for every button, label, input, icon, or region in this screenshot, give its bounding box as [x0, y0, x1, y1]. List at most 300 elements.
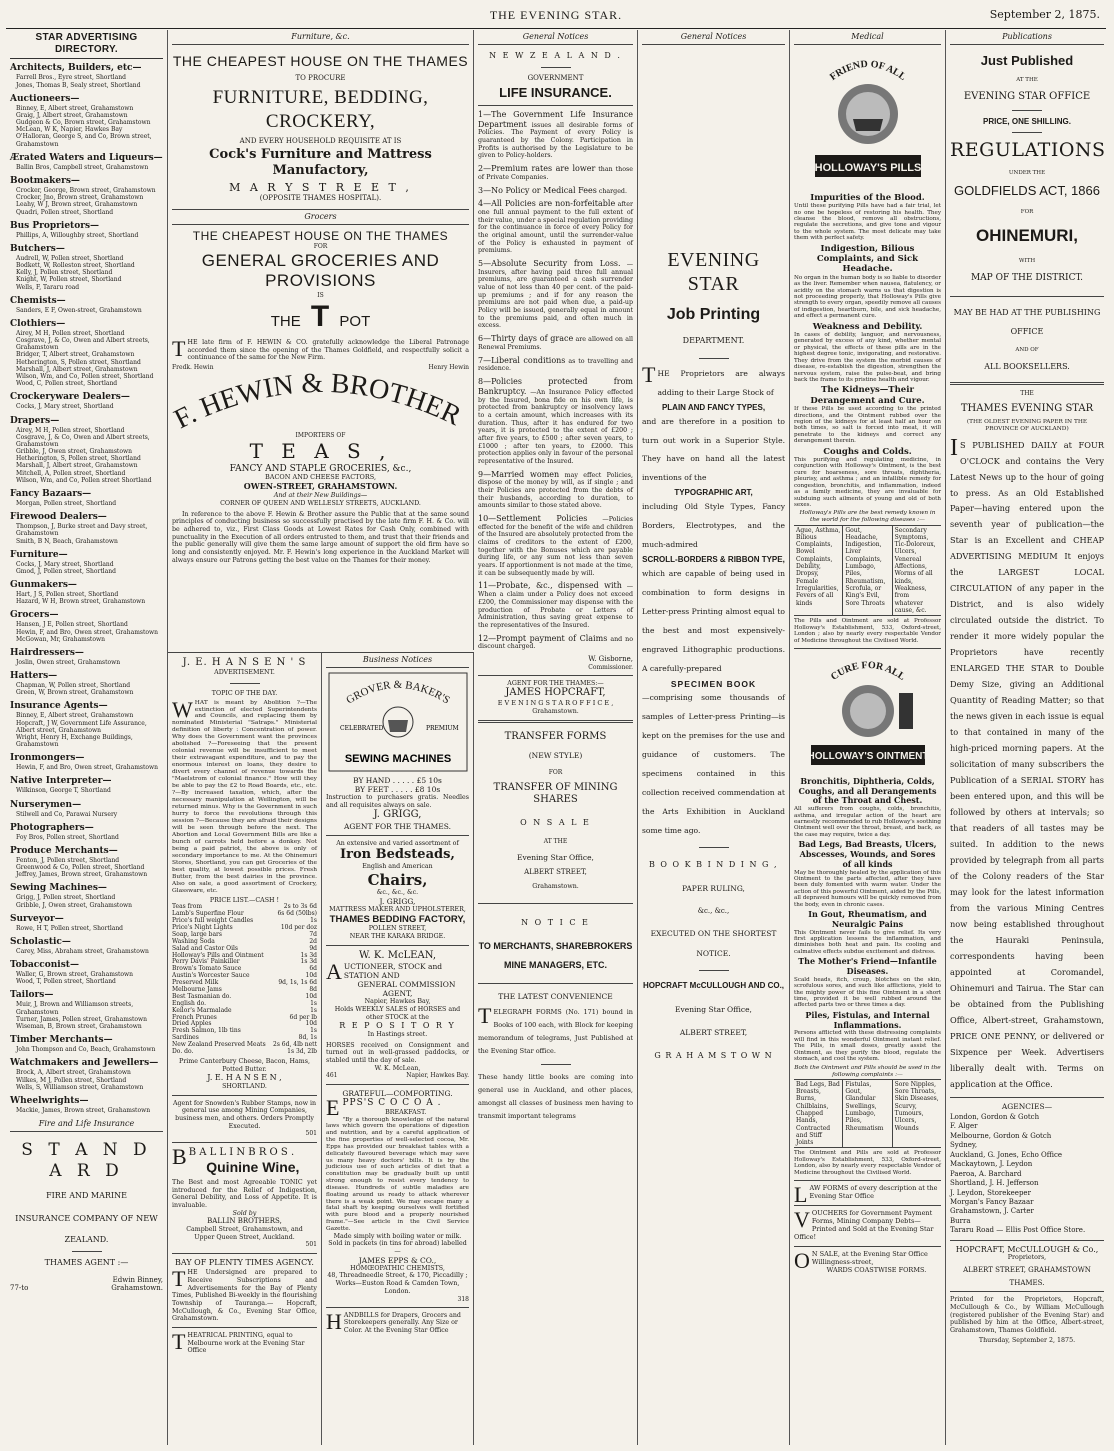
job-which: which are capable of being used in combination to form designs in Letter-press Printing almost equal to the best and most expensively-engraved Lithographic productions. A carefully-prepared [642, 568, 785, 673]
coughs: Coughs and Colds. [823, 446, 912, 457]
directory-category-name: Furniture— [10, 549, 68, 560]
directory-category [10, 63, 163, 88]
agency-item: J. Leydon, Storekeeper [950, 1188, 1031, 1197]
epps-homo: HOMŒOPATHIC CHEMISTS, [350, 1264, 445, 1272]
agency-item: Grahamstown, J. Carter [950, 1207, 1034, 1216]
government-item-body: charged. [598, 187, 627, 195]
wk-napier: Napier, Hawkes Bay, [364, 998, 431, 1006]
bay-body: THE Undersigned are prepared to Receive Subscriptions and Advertisements for the Bay of Plenty Times, Published Bi-weekly in the flourishing Township of Tauranga.— Hopcraft, McCullough, & Co., Evening Star Office, Grahamstown. [172, 1266, 317, 1323]
directory-category [10, 244, 163, 291]
agency-list [950, 1113, 1104, 1236]
government-item [478, 110, 633, 160]
directory-entry: Waller, G, Brown street, Grahamstown [16, 971, 133, 979]
directory-category [10, 153, 163, 171]
directory-category-name: Bus Proprietors— [10, 220, 100, 231]
indigestion: Indigestion, Bilious Complaints, and Sick Headache. [816, 243, 919, 275]
directory-entry: Wells, F, Tararu road [16, 283, 80, 291]
directory-entry: Morgan, Pollen street, Shortland [16, 499, 117, 507]
directory-entry: Wells, S, Williamson street, Grahamstown [16, 1083, 144, 1091]
price-value: 9d, 1s, 1s 6d [278, 979, 317, 987]
price-item: Dried Apples [172, 1020, 212, 1028]
life-insurance: LIFE INSURANCE. [499, 85, 612, 101]
grah-3: Grahamstown. [532, 883, 579, 891]
directory-entry: Graig, J, Albert street, Grahamstown [16, 111, 128, 119]
price-value: 6s 6d (50lbs) [277, 910, 317, 918]
price-value: 1s 3d, 2lb [287, 1048, 317, 1056]
directory-entry: Cocks, J, Mary street, Shortland [16, 560, 114, 568]
grigg-near: NEAR THE KARAKA BRIDGE. [349, 932, 446, 940]
job-notice: NOTICE. [696, 948, 731, 958]
agency-item: Tararu Road — Ellis Post Office Store. [950, 1226, 1086, 1235]
disease-column: Secondary Symptoms, Tic-Doloreux, Ulcers, Venereal Affections, Worms of all kinds, Weakness, from whatever cause, &c. [894, 526, 936, 614]
latest-convenience: THE LATEST CONVENIENCE [498, 992, 613, 1002]
directory-category [10, 846, 163, 879]
svg-text:F. HEWIN & BROTHER, [172, 371, 466, 429]
tpot-head: THE CHEAPEST HOUSE ON THE THAMES [192, 228, 449, 243]
plain-fancy: PLAIN AND FANCY TYPES, [661, 402, 766, 412]
price-item: Lamb's Superfine Flour [172, 910, 244, 918]
weakness: Weakness and Debility. [812, 321, 923, 332]
directory-category [10, 753, 163, 771]
directory-entry: Wilkinson, George T, Shortland [16, 787, 111, 795]
directory-category [10, 1096, 163, 1114]
price-value: 8d [309, 986, 317, 994]
pub-prop: Proprietors, [1007, 1254, 1047, 1262]
price-value: 2s to 3s 6d [283, 903, 317, 911]
regulations: REGULATIONS [950, 139, 1106, 162]
epps-title: EPPS'S C O C O A . [326, 1094, 442, 1120]
ointment-diseases-table [794, 1079, 941, 1149]
directory-entry: Kelly, J, Pollen street, Shortland [16, 269, 113, 277]
gisborne-title: Commissioner. [588, 663, 633, 671]
directory-entry: Airey, M H, Pollen street, Shortland [16, 329, 125, 337]
agencies-head: AGENCIES— [1001, 1101, 1053, 1111]
government-item-heading: 12—Prompt payment of Claims [478, 633, 608, 643]
price-item: French Prunes [172, 1013, 217, 1021]
tpot-name2: Henry Hewin [428, 363, 469, 371]
directory-category-name: Sewing Machines— [10, 883, 107, 894]
price-item: Best Tasmanian do. [172, 992, 232, 1000]
government-item-body: issues all desirable forms of Policies. The Payment of every Policy is guaranteed by the Colony. Participation in Profits is authorised by the Legislature to be given to Policy-holders. [478, 121, 633, 160]
directory-entry: Cosgrave, J, & Co, Owen and Albert streets, Grahamstown [16, 337, 150, 352]
price-value: 10d [305, 972, 317, 980]
tpot-t: T [310, 300, 330, 334]
furniture-header: Furniture, &c. [172, 32, 469, 45]
job-grah: G R A H A M S T O W N [654, 1050, 773, 1060]
pub-eso: EVENING STAR OFFICE [963, 91, 1091, 103]
all-booksellers: ALL BOOKSELLERS. [984, 362, 1070, 372]
masthead [6, 6, 1106, 29]
tpot-is: IS [317, 292, 324, 300]
directory-category-name: Firewood Dealers— [10, 512, 107, 523]
ballin-body: The Best and most Agreeable TONIC yet introduced for the Relief of Indigestion, General Debility, and Loss of Appetite. It is invaluable. [172, 1178, 317, 1209]
tpot-teas: T E A S , [249, 439, 392, 464]
directory-category-name: Fancy Bazaars— [10, 489, 92, 499]
wk-horses: HORSES received on Consignment and turned out in well-grassed paddocks, or stabled until the day of sale. [326, 1041, 469, 1065]
grigg-agent: AGENT FOR THE THAMES. [344, 821, 451, 831]
government-item [478, 186, 633, 196]
directory-category-name: Gunmakers— [10, 580, 77, 591]
job-comprising: —comprising some thousands of samples of Letter-press Printing—is kept on the premises for the use and guidance of customers. The specimens contained in this collection received commendation at the Arts Exhibition in Auckland some time ago. [642, 693, 785, 836]
government-item-heading: 9—Married women [478, 469, 560, 479]
directory-list [10, 63, 163, 1114]
es-title: EVENING STAR [667, 248, 760, 296]
directory-entry: Foy Bros, Pollen street, Shortland [16, 833, 119, 841]
bookbinding: B O O K B I N D I N G , [649, 860, 778, 870]
directory-category [10, 648, 163, 666]
price-value: 1s [310, 917, 317, 925]
directory-entry: Sanders, E F, Owen-street, Grahamstown [16, 306, 142, 314]
directory-category-name: Ironmongers— [10, 753, 85, 764]
law-forms: LAW FORMS of every description at the Evening Star Office [794, 1182, 938, 1208]
directory-entry: Fenton, J, Pollen street, Shortland [16, 856, 120, 864]
specimen-book: SPECIMEN BOOK [670, 678, 757, 689]
chairs-etc: &c., &c., &c. [376, 889, 419, 897]
directory-entry: Thompson, J, Burke street and Davy street, Grahamstown [16, 523, 148, 538]
holloway-ointment-engraving [795, 653, 941, 773]
gisborne-sig: W. Gisborne, [588, 654, 633, 663]
directory-category-name: Timber Merchants— [10, 1035, 113, 1046]
price-value: 2d [309, 937, 317, 945]
grigg-name2: J. GRIGG, [379, 896, 416, 906]
albert-3: ALBERT STREET, [524, 868, 587, 877]
directory-entry: Crocker, Jno, Brown street, Grahamstown [16, 194, 144, 202]
directory-entry: Marshall, J, Albert street, Grahamstown [16, 462, 138, 470]
directory-category [10, 489, 163, 507]
handy-body: These handy little books are coming into general use in Auckland, and other places, amongst all classes of business men having to transmit important telegrams [478, 1072, 633, 1120]
directory-category [10, 1058, 163, 1091]
directory-entry: Bridger, T, Albert street, Grahamstown [16, 351, 135, 359]
directory-category [10, 416, 163, 484]
price-item: Melbourne Jams [172, 986, 222, 994]
on-sale: O N S A L E [520, 818, 591, 828]
column-directory [6, 30, 168, 1445]
price-item: Brown's Tomato Sauce [172, 965, 242, 973]
oldest-paper: (THE OLDEST EVENING PAPER IN THE PROVINCE OF AUCKLAND) [966, 419, 1088, 433]
directory-entry: Gribble, J, Owen street, Grahamstown [16, 901, 132, 909]
pub-the: THE [1020, 389, 1034, 397]
directory-category [10, 550, 163, 575]
furniture-head: THE CHEAPEST HOUSE ON THE THAMES [172, 52, 469, 69]
directory-category [10, 580, 163, 605]
bad-legs: Bad Legs, Bad Breasts, Ulcers, Abscesses, Wounds, and Sores of all kinds [798, 839, 937, 869]
pub-hopcraft: HOPCRAFT, McCULLOUGH & Co., [955, 1244, 1099, 1254]
tpot-pot: POT [339, 313, 371, 331]
furniture-and: AND EVERY HOUSEHOLD REQUISITE AT IS [239, 136, 402, 145]
business-header: Business Notices [326, 655, 469, 668]
government-item-heading: 2—Premium rates are lower [478, 164, 596, 174]
agency-item: Burra [950, 1216, 971, 1225]
directory-category-name: Bootmakers— [10, 175, 80, 186]
handbills: HANDBILLS for Drapers, Grocers and Storekeepers generally. Any Size or Color. At the Evening Star Office [326, 1308, 461, 1335]
cure-arc-text: CURE FOR ALL [828, 659, 907, 683]
svg-text:CURE FOR ALL [829, 660, 907, 683]
impurities: Impurities of the Blood. [810, 192, 925, 203]
government-item [478, 581, 633, 629]
directory-entry: Hansen, J E, Pollen street, Shortland [16, 621, 128, 629]
standard-agent: THAMES AGENT :— [44, 1257, 129, 1267]
government-item [478, 470, 633, 510]
bad-legs-body: May be thoroughly healed by the application of this Ointment to the parts affected, after they have been duly fomented with warm water. Under the action of this powerful Ointment, aided by the Pills, all depraved humours will be quickly removed from the body, even in chronic cases. [794, 869, 941, 908]
directory-category-name: Photographers— [10, 822, 94, 833]
map-district: MAP OF THE DISTRICT. [970, 273, 1084, 284]
to-merchants: TO MERCHANTS, SHAREBROKERS [478, 941, 633, 952]
government-item-heading: 7—Liberal conditions [478, 355, 566, 365]
column-furniture-grocers [168, 30, 474, 650]
directory-category-name: Chemists— [10, 295, 66, 306]
holloway-pills-engraving [795, 49, 941, 189]
price-item: Perry Davis' Painkiller [172, 958, 240, 966]
directory-entry: Audrell, W, Pollen street, Shortland [16, 254, 124, 262]
chairs: Chairs, [367, 870, 428, 889]
by-feet: BY FEET . . . . . £8 10s [354, 784, 441, 794]
transfer-for: FOR [548, 768, 563, 776]
directory-entry: Binney, E, Albert street, Grahamstown [16, 712, 134, 720]
directory-category [10, 990, 163, 1030]
government-item-body: and no discount charged. [478, 635, 633, 651]
ballin-brothers: BALLIN BROTHERS, [207, 1217, 282, 1226]
hansen-shortland: SHORTLAND. [222, 1083, 267, 1091]
bronchitis-body: All sufferers from coughs, colds, bronchitis, asthma, and irregular action of the heart are earnestly recommended to rub Holloway's soothing Ointment well over the throat, breast, and back, as the case may require, twice a day. [794, 806, 941, 838]
price-value: 1s 3d [300, 958, 317, 966]
transfer-mining: TRANSFER OF MINING SHARES [493, 781, 618, 806]
just-published: Just Published [980, 52, 1074, 68]
piles: Piles, Fistulas, and Internal Inflammations. [805, 1009, 930, 1030]
column-general-notices-1 [474, 30, 638, 1445]
agency-item: London, Gordon & Gotch [950, 1113, 1040, 1122]
price-value: 10d per doz [280, 924, 317, 931]
government-item-body: are allowed on all Renewal Premiums. [478, 336, 633, 351]
directory-entry: John Thompson and Co, Beach, Grahamstown [16, 1046, 156, 1054]
agency-item: Melbourne, Gordon & Gotch [950, 1131, 1052, 1140]
government-item [478, 514, 633, 577]
price-item: Fresh Salmon, 1lb tins [172, 1027, 241, 1035]
price-value: 1s [310, 999, 317, 1007]
notice-title: N O T I C E [521, 917, 590, 927]
furniture-opp: (OPPOSITE THAMES HOSPITAL). [259, 194, 382, 203]
directory-entry: Hazard, W H, Brown street, Grahamstown [16, 598, 146, 606]
wk-hast: In Hastings street. [367, 1031, 428, 1039]
government-item [478, 377, 633, 466]
government-item-body: as to travelling and residence. [478, 357, 633, 373]
wk-name: W. K. McLEAN, [358, 949, 436, 961]
agency-item: Sydney, [950, 1141, 978, 1150]
agency-item: Mackaytown, J. Leydon [950, 1160, 1033, 1169]
hansen-agent: Agent for Snowden's Rubber Stamps, now in general use among Mining Companies, business men, and others. Orders Promptly Executed. [172, 1099, 317, 1130]
price-list-head: PRICE LIST.—CASH ! [209, 896, 280, 904]
price-item: Do. do. [172, 1048, 194, 1056]
column-medical [790, 30, 946, 1445]
government-item [478, 356, 633, 373]
on-sale-forms: O N SALE, at the Evening Star Office Willingness-street, [794, 1247, 928, 1273]
directory-entry: Wood, C, Pollen street, Shortland [16, 380, 118, 388]
directory-category-name: Tobacconist— [10, 960, 79, 971]
wk-auction: AUCTIONEER, STOCK and STATION AND [326, 958, 443, 984]
publications-header: Publications [950, 32, 1104, 45]
column-general-notices-2 [638, 30, 790, 1445]
price-value: 1s [310, 1006, 317, 1014]
tpot-corner: CORNER OF QUEEN AND WELLESLY STREETS, AUCKLAND. [220, 499, 421, 507]
job-intro: THE Proprietors are always adding to their Large Stock of [642, 361, 785, 397]
directory-category [10, 512, 163, 545]
directory-entry: Wright, Henry H, Exchange Buildings, Grahamstown [16, 733, 133, 749]
tpot-name1: Fredk. Hewin [172, 363, 214, 371]
directory-category [10, 776, 163, 794]
tpot-fancy: FANCY AND STAPLE GROCERIES, &c., [229, 463, 412, 474]
wk-gen: GENERAL COMMISSION AGENT, [357, 980, 456, 999]
government-item-body: than those of Private Companies. [478, 166, 633, 181]
grover-premium: PREMIUM [425, 724, 459, 732]
epps-jepps: JAMES EPPS & CO., [358, 1255, 437, 1265]
grigg-pollen: POLLEN STREET, [368, 925, 427, 933]
directory-entry: Joslin, Owen street, Grahamstown [16, 658, 121, 666]
friend-arc-text: FRIEND OF ALL [827, 58, 908, 83]
price-item: Price's full weight Candles [172, 917, 254, 925]
hansen-adv: ADVERTISEMENT. [214, 669, 275, 677]
directory-category-name: Produce Merchants— [10, 845, 118, 856]
tpot-brand [172, 299, 469, 336]
government-item-heading: 1—The Government Life Insurance Department [478, 109, 633, 129]
hansen-ref: 501 [305, 1130, 317, 1138]
wk-name2: W. K. McLean, [374, 1064, 421, 1072]
quinine-title: Quinine Wine, [206, 1158, 300, 1175]
government-item [478, 334, 633, 351]
price-item: Keilor's Marmalade [172, 1006, 232, 1014]
price-item: Soap, large bars [172, 930, 222, 938]
directory-entry: Wilson, Wm, and Co, Pollen street, Shortland [16, 373, 154, 380]
price-item: Austin's Worcester Sauce [172, 972, 250, 980]
directory-category [10, 610, 163, 643]
grigg-ext: An extensive and varied assortment of [336, 839, 459, 847]
government-item-heading: 8—Policies protected from Bankruptcy. [478, 377, 633, 396]
column-hansen [168, 652, 322, 1445]
standard-line4: ZEALAND. [64, 1235, 109, 1245]
directory-entry: Hetherington, S, Pollen street, Shortland [16, 358, 141, 366]
price-item: Salad and Castor Oils [172, 944, 239, 952]
mothers-friend: The Mother's Friend—Infantile Diseases. [798, 956, 937, 977]
directory-category-name: Ærated Waters and Liqueurs— [10, 152, 163, 163]
agency-item: Paeroa, A. Barchard [950, 1169, 1022, 1178]
pub-under: UNDER THE [1008, 170, 1046, 177]
furniture-sub: TO PROCURE [295, 73, 346, 82]
wk-napier2: Napier, Hawkes Bay. [406, 1072, 469, 1080]
government-item-body: —Policies effected for the benefit of the wife and children of the Insured are absolutely protected from the claims of creditors to the extent of £200, together with the Bonuses which are payable during life, or any sum not less than seven years. If apportionment is not made at the time, it can be subsequently made by will. [478, 515, 633, 577]
directory-entry: Wood, T, Pollen street, Shortland [16, 978, 116, 986]
directory-entry: Airey, M H, Pollen street, Shortland [16, 426, 125, 434]
directory-entry: Wilkes, M J, Pollen street, Shortland [16, 1076, 127, 1084]
wk-repo: R E P O S I T O R Y [339, 1021, 456, 1031]
directory-category [10, 319, 163, 387]
directory-entry: Binney, E, Albert street, Grahamstown [16, 104, 134, 112]
directory-category-name: Native Interpreter— [10, 776, 112, 787]
job-hopcraft: HOPCRAFT McCULLOUGH AND CO., [642, 980, 785, 990]
hansen-topic: TOPIC OF THE DAY. [211, 689, 278, 697]
ballin-ref: 501 [305, 1241, 317, 1249]
directory-entry: Cosgrave, J, & Co, Owen and Albert streets, Grahamstown [16, 433, 150, 448]
goldfields-act: GOLDFIELDS ACT, 1866 [954, 183, 1100, 199]
directory-category-name: Watchmakers and Jewellers— [10, 1058, 159, 1069]
job-exec: EXECUTED ON THE SHORTEST [650, 929, 777, 939]
kidneys-body: If these Pills be used according to the printed directions, and the Ointment rubbed over the region of the kidneys for at least half an hour on both times, so salt is forced into meat, it will penetrate to the kidneys and correct any derangement therein. [794, 406, 941, 445]
ohinemuri: OHINEMURI, [976, 225, 1078, 245]
pub-price: PRICE, ONE SHILLING. [982, 116, 1071, 126]
pill-diseases-table [794, 525, 941, 617]
government-item-body: —An Insurance Policy effected by the Insured, bona fide on his own life, is protected from bankruptcy or insolvency laws to a certain amount, which increases with its duration. Thus, after it has endured for two years, it is protected to the extent of £200 ; after five years, to £500 ; after seven years, to £1000 ; after ten years, to £2000. This protection applies only in favour of the personal representative of the Insured. [478, 388, 633, 465]
disease-column: Bad Legs, Bad Breasts, Burns, Chilblains, Chapped Hands, Contracted and Stiff Joints [794, 1080, 843, 1148]
directory-entry: Knight, W, Pollen street, Shortland [16, 276, 122, 284]
directory-category [10, 960, 163, 985]
eso-3: Evening Star Office, [517, 853, 594, 863]
price-item: Preserved Milk [172, 979, 219, 987]
coughs-body: This purifying and regulating medicine, in conjunction with Holloway's Ointment, is the best cure for hoarseness, sore throats, diphtheria, pleurisy, and asthma ; and an infallible remedy for congestion, bronchitis, and inflammation, indeed as a family medicine, they are invaluable for subduing such ailments of young and old of both sexes. [794, 457, 941, 508]
svg-text:FRIEND OF ALL [828, 59, 908, 83]
government-item [478, 164, 633, 181]
transfer-forms: TRANSFER FORMS [504, 731, 607, 743]
directory-entry: Bodkett, W, Rolleston street, Shortland [16, 262, 135, 269]
vouchers: VOUCHERS for Government Payment Forms, Mining Company Debts—Printed and Sold at the Evening Star Office! [794, 1206, 934, 1241]
job-etc: &c., &c., [697, 906, 730, 915]
directory-entry: Ballin Bros, Campbell street, Grahamstown [16, 163, 149, 171]
standard-agent-town: Grahamstown. [111, 1284, 163, 1293]
tpot-the: THE [270, 313, 301, 331]
directory-entry: Jones, Thomas B, Sealy street, Shortland [16, 81, 141, 89]
directory-entry: Muir, J, Brown and Williamson streets, Grahamstown [16, 1001, 134, 1016]
directory-entry: Grigg, J, Pollen street, Shortland [16, 894, 116, 902]
grigg-instr: Instruction to purchasers gratis. Needles and all requisites always on sale. [326, 794, 469, 809]
pub-at-the: AT THE [1016, 76, 1038, 83]
disease-column: Ague, Asthma, Bilious Complaints, Bowel Complaints, Debility, Dropsy, Female Irregularities, Fevers of all kinds [794, 526, 843, 616]
ballin-title: B B A L L I N B R O S . [172, 1143, 295, 1169]
hansen-sign: J. E. H A N S E N , [207, 1073, 282, 1083]
bedding-factory: THAMES BEDDING FACTORY, [329, 913, 466, 925]
price-item: New Zealand Preserved Meats [172, 1041, 266, 1049]
directory-category [10, 937, 163, 955]
pub-for: FOR [1020, 208, 1034, 215]
scroll-borders: SCROLL-BORDERS & RIBBON TYPE, [642, 555, 785, 565]
directory-entry: Carey, Miss, Abraham street, Grahamstown [16, 947, 149, 955]
directory-entry: Gudgeon & Co, Brown street, Grahamstown [16, 119, 151, 127]
directory-entry: Hopcraft, J W, Government Life Assurance, Albert street, Grahamstown [16, 719, 147, 734]
directory-entry: Smith, B N, Beach, Grahamstown [16, 537, 118, 545]
directory-category-name: Hatters— [10, 671, 58, 682]
government-item-body: —Insurers, after having paid three full annual premiums, are guaranteed a cash surrender value of not less than 40 per cent. of the paid-up premiums ; and if for any reason the premiums are not paid when due, a paid-up Policy will be issued, generally equal in amount to the premiums paid, and often much in excess. [478, 261, 633, 330]
directory-entry: Turner, James, Pollen street, Grahamstown [16, 1015, 148, 1023]
indigestion-body: No organ in the human body is so liable to disorder as the liver. Remember when nausea, flatulency, or acidity on the stomach warns us that digestion is not proceeding properly, that Holloway's Pills give strength to every organ, speedily remove all causes of indigestion, heartburn, bile, and sick headache, and effect a permanent cure. [794, 274, 941, 320]
directory-entry: Gmod, J, Pollen street, Shortland [16, 567, 116, 575]
government-item-heading: 6—Thirty days of grace [478, 334, 574, 344]
directory-category [10, 701, 163, 748]
disease-column: Sore Nipples, Sore Throats, Skin Diseases, Scurvy, Tumours, Ulcers, Wounds [894, 1080, 939, 1132]
directory-entry: Chapman, W, Pollen street, Shortland [16, 682, 131, 690]
job-dept: DEPARTMENT. [682, 336, 745, 346]
directory-category [10, 823, 163, 841]
hewin-brother-arch [172, 371, 470, 429]
government-item [478, 634, 633, 651]
directory-entry: Marshall, J, Albert street, Grahamstown [16, 365, 138, 373]
pub-and-of: AND OF [1015, 347, 1039, 354]
directory-entry: Gribble, J, Owen street, Grahamstown [16, 448, 132, 456]
hewin-arch-text: . HEWIN & BROTHER [181, 371, 466, 430]
directory-entry: O'Halloran, George S, and Co, Brown street, Grahamstown [16, 133, 152, 148]
directory-category [10, 392, 163, 410]
government-item-heading: 5—Absolute Security from Loss. [478, 259, 621, 269]
job-including: including Old Style Types, Fancy Borders, Electrotypes, and the much-admired [642, 502, 785, 550]
directory-category [10, 800, 163, 818]
directory-category-name: Architects, Builders, etc— [10, 63, 142, 74]
directory-category-name: Insurance Agents— [10, 701, 108, 712]
directory-category [10, 94, 163, 148]
price-value: 6d [309, 965, 317, 973]
